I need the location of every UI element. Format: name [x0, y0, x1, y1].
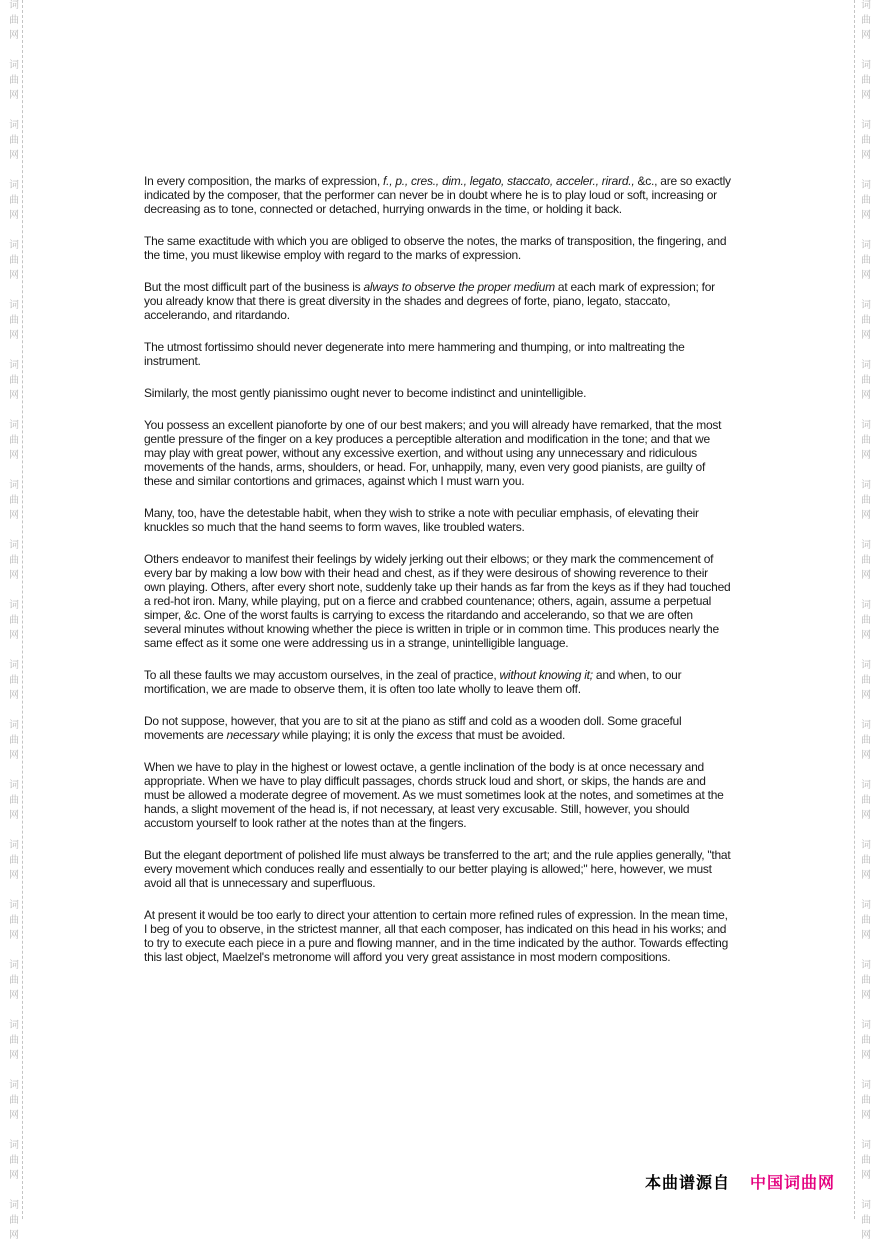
- watermark-char: 曲: [9, 1215, 19, 1226]
- text-segment: In every composition, the marks of expression,: [144, 174, 384, 188]
- watermark-char: 曲: [861, 1155, 871, 1166]
- text-segment: When we have to play in the highest or lowest octave, a gentle inclination of the body is at once necessary and appropriate. When we have to play difficult passages, chords struck loud and short, or skips, the hands are and must be allowed a moderate degree of movement. As we must sometimes look at the notes, and sometimes at the hands, a slight movement of the head is, if not necessary, at least very excusable. Still, however, you should accustom yourself to look rather at the notes than at the fingers.: [144, 760, 724, 830]
- text-segment: You possess an excellent pianoforte by one of our best makers; and you will already have remarked, that the most gentle pressure of the finger on a key produces a perceptible alteration and modification in the tone; and that we may play with great power, without any excessive exertion, and without using any unnecessary and ridiculous movements of the hands, arms, shoulders, or head. For, unhappily, many, even very good pianists, are guilty of these and similar contortions and grimaces, against which I must warn you.: [144, 418, 722, 488]
- watermark-char: 词: [9, 0, 19, 11]
- watermark-char: 曲: [9, 195, 19, 206]
- paragraph: [144, 668, 732, 696]
- watermark-char: 网: [9, 270, 19, 281]
- watermark-char: 词: [861, 420, 871, 431]
- watermark-char: 曲: [9, 375, 19, 386]
- watermark-char: 词: [9, 240, 19, 251]
- watermark-char: 曲: [861, 255, 871, 266]
- watermark-char: 网: [861, 1170, 871, 1181]
- watermark-char: 网: [861, 270, 871, 281]
- watermark-char: 词: [9, 540, 19, 551]
- watermark-char: 词: [861, 840, 871, 851]
- watermark-char: 曲: [861, 1095, 871, 1106]
- watermark-char: 曲: [9, 555, 19, 566]
- watermark-char: 网: [861, 90, 871, 101]
- paragraph: [144, 848, 732, 890]
- watermark-char: 词: [861, 120, 871, 131]
- watermark-char: 词: [9, 180, 19, 191]
- paragraph: [144, 760, 732, 830]
- watermark-char: 网: [861, 330, 871, 341]
- watermark-char: 曲: [9, 615, 19, 626]
- watermark-char: 词: [861, 180, 871, 191]
- watermark-char: 词: [861, 240, 871, 251]
- watermark-char: 词: [861, 780, 871, 791]
- paragraph: [144, 552, 732, 650]
- watermark-char: 曲: [9, 315, 19, 326]
- watermark-char: 网: [861, 1230, 871, 1241]
- watermark-char: 曲: [9, 135, 19, 146]
- watermark-char: 网: [861, 150, 871, 161]
- watermark-char: 曲: [9, 975, 19, 986]
- watermark-char: 词: [861, 720, 871, 731]
- paragraph: [144, 280, 732, 322]
- watermark-char: 网: [9, 1110, 19, 1121]
- watermark-char: 网: [861, 510, 871, 521]
- watermark-char: 词: [861, 60, 871, 71]
- watermark-char: 词: [861, 0, 871, 11]
- watermark-char: 曲: [861, 615, 871, 626]
- italic-text: without knowing it;: [499, 668, 593, 682]
- watermark-char: 网: [861, 30, 871, 41]
- watermark-char: 词: [861, 1080, 871, 1091]
- watermark-char: 词: [9, 840, 19, 851]
- watermark-char: 网: [9, 1170, 19, 1181]
- watermark-char: 网: [9, 150, 19, 161]
- watermark-char: 网: [9, 630, 19, 641]
- text-segment: But the elegant deportment of polished life must always be transferred to the art; and the rule applies generally, "that every movement which conduces really and essentially to our better playing is allowed;" here, however, we must avoid all that is unnecessary and superfluous.: [144, 848, 731, 890]
- document-body: [144, 174, 732, 982]
- watermark-char: 曲: [861, 1215, 871, 1226]
- watermark-char: 网: [9, 570, 19, 581]
- watermark-char: 词: [9, 1140, 19, 1151]
- watermark-char: 网: [861, 690, 871, 701]
- watermark-char: 网: [9, 1050, 19, 1061]
- watermark-char: 网: [9, 390, 19, 401]
- left-margin-dashed-line: [22, 0, 23, 1219]
- watermark-char: 曲: [861, 555, 871, 566]
- watermark-char: 曲: [861, 795, 871, 806]
- watermark-char: 网: [9, 990, 19, 1001]
- watermark-char: 词: [9, 1200, 19, 1211]
- watermark-char: 词: [861, 1200, 871, 1211]
- paragraph: [144, 714, 732, 742]
- watermark-char: 词: [861, 540, 871, 551]
- watermark-char: 词: [861, 1140, 871, 1151]
- watermark-char: 曲: [9, 1035, 19, 1046]
- watermark-char: 词: [9, 780, 19, 791]
- text-segment: The utmost fortissimo should never degenerate into mere hammering and thumping, or into maltreating the instrument.: [144, 340, 685, 368]
- watermark-char: 曲: [9, 1095, 19, 1106]
- watermark-char: 曲: [861, 75, 871, 86]
- watermark-char: 网: [9, 90, 19, 101]
- watermark-char: 曲: [861, 135, 871, 146]
- watermark-char: 词: [861, 900, 871, 911]
- watermark-char: 词: [9, 1080, 19, 1091]
- paragraph: [144, 386, 732, 400]
- watermark-char: 曲: [9, 15, 19, 26]
- watermark-char: 网: [9, 750, 19, 761]
- watermark-char: 词: [861, 480, 871, 491]
- watermark-char: 网: [861, 990, 871, 1001]
- watermark-char: 网: [861, 570, 871, 581]
- watermark-char: 网: [9, 690, 19, 701]
- watermark-char: 曲: [861, 675, 871, 686]
- watermark-char: 词: [9, 1020, 19, 1031]
- text-segment: while playing; it is only the: [279, 728, 417, 742]
- watermark-char: 词: [861, 960, 871, 971]
- text-segment: Others endeavor to manifest their feelings by widely jerking out their elbows; or they mark the commencement of every bar by making a low bow with their head and chest, as if they were desirous of showing reverence to their own playing. Others, after every short note, suddenly take up their hands as far from the keys as if they had touched a red-hot iron. Many, while playing, put on a fierce and crabbed countenance; others, again, assume a perpetual simper, &c. One of the worst faults is carrying to excess the ritardando and accelerando, so that we are often several minutes without knowing whether the piece is written in triple or in common time. This produces nearly the same effect as it some one were addressing us in a strange, unintelligible language.: [144, 552, 731, 650]
- watermark-char: 网: [9, 210, 19, 221]
- watermark-char: 曲: [861, 495, 871, 506]
- watermark-char: 网: [861, 390, 871, 401]
- watermark-char: 词: [861, 1020, 871, 1031]
- italic-text: excess: [416, 728, 453, 742]
- text-segment: Similarly, the most gently pianissimo ought never to become indistinct and unintelligible.: [144, 386, 587, 400]
- watermark-char: 曲: [9, 795, 19, 806]
- watermark-char: 词: [9, 960, 19, 971]
- text-segment: and when, to our mortification, we are made to observe them, it is often too late wholly to leave them off.: [144, 668, 682, 696]
- text-segment: Do not suppose, however, that you are to sit at the piano as stiff and cold as a wooden doll. Some graceful movements are: [144, 714, 682, 742]
- watermark-char: 词: [9, 480, 19, 491]
- watermark-char: 网: [9, 1230, 19, 1241]
- paragraph: [144, 234, 732, 262]
- watermark-char: 网: [861, 810, 871, 821]
- watermark-char: 网: [9, 30, 19, 41]
- watermark-char: 曲: [9, 75, 19, 86]
- watermark-char: 曲: [9, 1155, 19, 1166]
- watermark-char: 曲: [861, 735, 871, 746]
- watermark-char: 网: [861, 930, 871, 941]
- italic-text: necessary: [226, 728, 279, 742]
- watermark-char: 词: [9, 300, 19, 311]
- watermark-char: 词: [9, 660, 19, 671]
- text-segment: Many, too, have the detestable habit, when they wish to strike a note with peculiar emphasis, of elevating their knuckles so much that the hand seems to form waves, like troubled waters.: [144, 506, 699, 534]
- watermark-char: 词: [9, 120, 19, 131]
- watermark-char: 曲: [9, 675, 19, 686]
- watermark-char: 网: [9, 870, 19, 881]
- text-segment: But the most difficult part of the business is: [144, 280, 364, 294]
- watermark-char: 词: [861, 660, 871, 671]
- watermark-char: 曲: [9, 435, 19, 446]
- watermark-char: 曲: [9, 735, 19, 746]
- watermark-char: 词: [9, 720, 19, 731]
- text-segment: The same exactitude with which you are obliged to observe the notes, the marks of transposition, the fingering, and the time, you must likewise employ with regard to the marks of expression.: [144, 234, 727, 262]
- paragraph: [144, 418, 732, 488]
- watermark-char: 曲: [9, 255, 19, 266]
- watermark-char: 曲: [9, 855, 19, 866]
- watermark-char: 曲: [861, 855, 871, 866]
- watermark-char: 曲: [861, 915, 871, 926]
- watermark-char: 词: [9, 60, 19, 71]
- watermark-char: 词: [9, 600, 19, 611]
- text-segment: that must be avoided.: [452, 728, 566, 742]
- site-name-link[interactable]: 中国词曲网: [750, 1173, 836, 1192]
- watermark-char: 曲: [861, 1035, 871, 1046]
- watermark-char: 网: [9, 330, 19, 341]
- paragraph: [144, 506, 732, 534]
- text-segment: &c., are so exactly indicated by the composer, that the performer can never be in doubt where he is to play loud or soft, increasing or decreasing as to tone, connected or detached, hurrying onwards in the time, or holding it back.: [144, 174, 731, 216]
- text-segment: To all these faults we may accustom ourselves, in the zeal of practice,: [144, 668, 500, 682]
- watermark-char: 网: [9, 810, 19, 821]
- right-margin-dashed-line: [854, 0, 855, 1219]
- watermark-char: 网: [861, 210, 871, 221]
- text-segment: At present it would be too early to direct your attention to certain more refined rules of expression. In the mean time, I beg of you to observe, in the strictest manner, all that each composer, has indicated on this head in his works; and to try to execute each piece in a pure and flowing manner, and in the time indicated by the author. Towards effecting this last object, Maelzel's metronome will afford you very great assistance in most modern compositions.: [144, 908, 729, 964]
- watermark-char: 曲: [861, 975, 871, 986]
- watermark-char: 曲: [861, 315, 871, 326]
- watermark-char: 网: [861, 630, 871, 641]
- paragraph: [144, 174, 732, 216]
- watermark-char: 词: [9, 900, 19, 911]
- watermark-char: 网: [861, 870, 871, 881]
- watermark-char: 网: [861, 450, 871, 461]
- watermark-char: 网: [861, 1110, 871, 1121]
- watermark-char: 曲: [861, 195, 871, 206]
- watermark-char: 网: [861, 750, 871, 761]
- watermark-char: 网: [861, 1050, 871, 1061]
- watermark-char: 网: [9, 510, 19, 521]
- watermark-char: 词: [861, 300, 871, 311]
- watermark-char: 曲: [9, 495, 19, 506]
- italic-text: always to observe the proper medium: [363, 280, 555, 294]
- watermark-char: 曲: [9, 915, 19, 926]
- source-label: 本曲谱源自: [645, 1173, 731, 1192]
- text-segment: at each mark of expression; for you already know that there is great diversity in the shades and degrees of forte, piano, legato, staccato, accelerando, and ritardando.: [144, 280, 715, 322]
- watermark-char: 词: [9, 420, 19, 431]
- paragraph: [144, 908, 732, 964]
- watermark-char: 网: [9, 930, 19, 941]
- paragraph: [144, 340, 732, 368]
- watermark-char: 网: [9, 450, 19, 461]
- source-footer: [645, 1170, 835, 1193]
- watermark-char: 词: [861, 600, 871, 611]
- watermark-char: 词: [861, 360, 871, 371]
- watermark-char: 曲: [861, 15, 871, 26]
- watermark-char: 曲: [861, 375, 871, 386]
- watermark-char: 曲: [861, 435, 871, 446]
- watermark-char: 词: [9, 360, 19, 371]
- italic-text: f., p., cres., dim., legato, staccato, acceler., rirard.,: [383, 174, 635, 188]
